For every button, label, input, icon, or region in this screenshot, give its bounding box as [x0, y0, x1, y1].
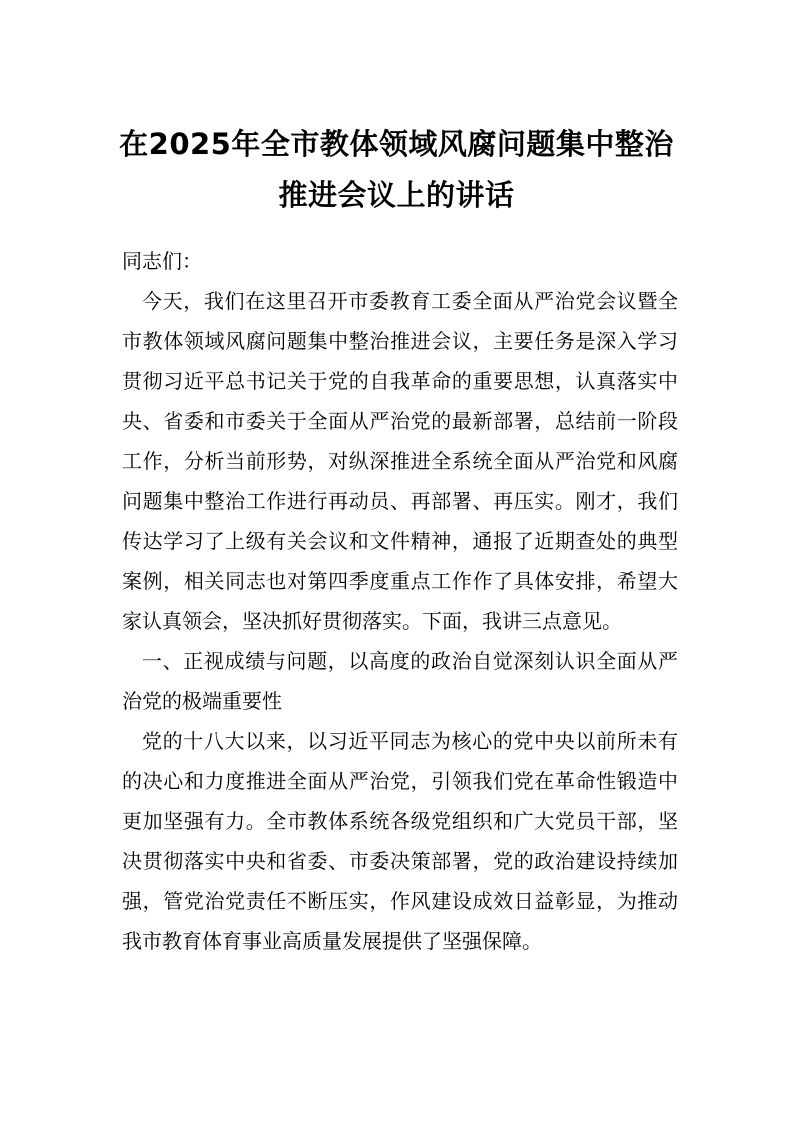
document-title-line-2: 推进会议上的讲话 — [278, 178, 515, 212]
document-title-line-1: 在2025年全市教体领域风腐问题集中整治 — [119, 127, 674, 161]
document-body — [122, 241, 678, 961]
paragraph-section-1: 党的十八大以来，以习近平同志为核心的党中央以前所未有的决心和力度推进全面从严治党，引领我们党在革命性锻造中更加坚强有力。全市教体系统各级党组织和广大党员干部，坚决贯彻落实中央和省委、市委决策部署，党的政治建设持续加强，管党治党责任不断压实，作风建设成效日益彰显，为推动我市教育体育事业高质量发展提供了坚强保障。 — [122, 729, 678, 953]
paragraph-intro: 今天，我们在这里召开市委教育工委全面从严治党会议暨全市教体领域风腐问题集中整治推进会议，主要任务是深入学习贯彻习近平总书记关于党的自我革命的重要思想，认真落实中央、省委和市委关于全面从严治党的最新部署，总结前一阶段工作，分析当前形势，对纵深推进全系统全面从严治党和风腐问题集中整治工作进行再动员、再部署、再压实。刚才，我们传达学习了上级有关会议和文件精神，通报了近期查处的典型案例，相关同志也对第四季度重点工作作了具体安排，希望大家认真领会，坚决抓好贯彻落实。下面，我讲三点意见。 — [122, 289, 678, 633]
salutation: 同志们： — [122, 249, 202, 273]
section-heading-1: 一、正视成绩与问题，以高度的政治自觉深刻认识全面从严治党的极端重要性 — [122, 649, 678, 713]
